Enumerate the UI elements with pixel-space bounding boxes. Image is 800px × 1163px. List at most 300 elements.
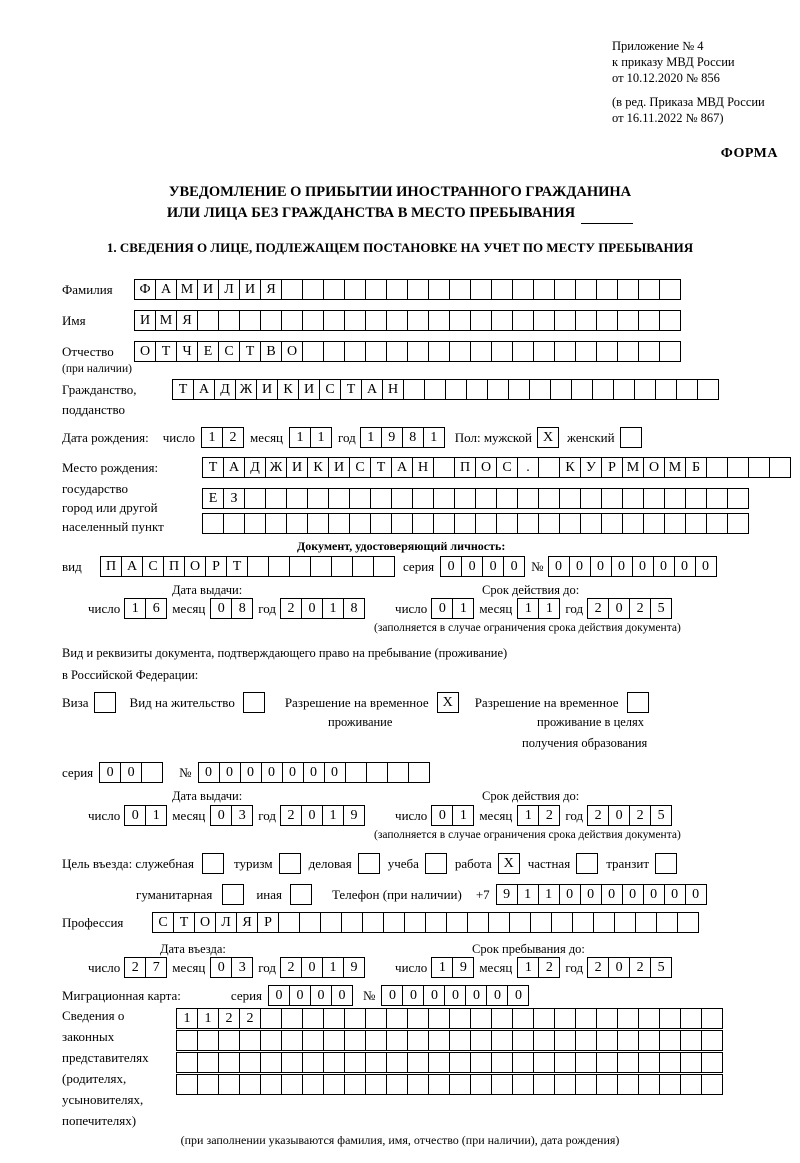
- char-cell[interactable]: [638, 341, 660, 362]
- char-cell[interactable]: [386, 1008, 408, 1029]
- char-cell[interactable]: [428, 1008, 450, 1029]
- char-cell[interactable]: [383, 912, 405, 933]
- purpose-business-checkbox[interactable]: [358, 853, 380, 874]
- char-cell[interactable]: 2: [629, 598, 651, 619]
- char-cell[interactable]: О: [475, 457, 497, 478]
- char-cell[interactable]: [344, 310, 366, 331]
- char-cell[interactable]: Ч: [176, 341, 198, 362]
- char-cell[interactable]: 0: [622, 884, 644, 905]
- char-cell[interactable]: [701, 1030, 723, 1051]
- char-cell[interactable]: [697, 379, 719, 400]
- char-cell[interactable]: [454, 488, 476, 509]
- char-cell[interactable]: 0: [664, 884, 686, 905]
- char-cell[interactable]: [680, 1074, 702, 1095]
- char-cell[interactable]: Т: [226, 556, 248, 577]
- char-cell[interactable]: М: [664, 457, 686, 478]
- issue-year-input[interactable]: [280, 598, 365, 619]
- char-cell[interactable]: [344, 1030, 366, 1051]
- char-cell[interactable]: 8: [402, 427, 424, 448]
- char-cell[interactable]: И: [256, 379, 278, 400]
- char-cell[interactable]: 2: [280, 805, 302, 826]
- char-cell[interactable]: [659, 1030, 681, 1051]
- char-cell[interactable]: [239, 310, 261, 331]
- char-cell[interactable]: 0: [431, 805, 453, 826]
- char-cell[interactable]: [533, 1074, 555, 1095]
- char-cell[interactable]: [307, 513, 329, 534]
- char-cell[interactable]: [260, 1074, 282, 1095]
- char-cell[interactable]: [706, 488, 728, 509]
- char-cell[interactable]: [407, 1008, 429, 1029]
- char-cell[interactable]: [575, 1074, 597, 1095]
- char-cell[interactable]: Р: [257, 912, 279, 933]
- char-cell[interactable]: [331, 556, 353, 577]
- char-cell[interactable]: [680, 1008, 702, 1029]
- char-cell[interactable]: 3: [231, 805, 253, 826]
- char-cell[interactable]: [365, 1030, 387, 1051]
- char-cell[interactable]: К: [307, 457, 329, 478]
- char-cell[interactable]: И: [298, 379, 320, 400]
- char-cell[interactable]: [596, 1052, 618, 1073]
- char-cell[interactable]: 5: [650, 957, 672, 978]
- char-cell[interactable]: [491, 1008, 513, 1029]
- char-cell[interactable]: [529, 379, 551, 400]
- char-cell[interactable]: [617, 310, 639, 331]
- char-cell[interactable]: [286, 513, 308, 534]
- char-cell[interactable]: [554, 310, 576, 331]
- char-cell[interactable]: [617, 1052, 639, 1073]
- char-cell[interactable]: [638, 1074, 660, 1095]
- char-cell[interactable]: [307, 488, 329, 509]
- char-cell[interactable]: З: [223, 488, 245, 509]
- char-cell[interactable]: [614, 912, 636, 933]
- char-cell[interactable]: [664, 513, 686, 534]
- char-cell[interactable]: [596, 1074, 618, 1095]
- stayuntil-day-input[interactable]: [431, 957, 474, 978]
- char-cell[interactable]: [491, 310, 513, 331]
- char-cell[interactable]: [391, 488, 413, 509]
- char-cell[interactable]: 0: [324, 762, 346, 783]
- char-cell[interactable]: [197, 1074, 219, 1095]
- char-cell[interactable]: [141, 762, 163, 783]
- char-cell[interactable]: [596, 279, 618, 300]
- char-cell[interactable]: 2: [280, 598, 302, 619]
- char-cell[interactable]: 1: [452, 598, 474, 619]
- char-cell[interactable]: А: [223, 457, 245, 478]
- char-cell[interactable]: [370, 488, 392, 509]
- char-cell[interactable]: [349, 488, 371, 509]
- profession-input[interactable]: [152, 912, 699, 933]
- char-cell[interactable]: [530, 912, 552, 933]
- char-cell[interactable]: [538, 513, 560, 534]
- char-cell[interactable]: [281, 1052, 303, 1073]
- char-cell[interactable]: Б: [685, 457, 707, 478]
- char-cell[interactable]: [685, 513, 707, 534]
- birthplace-city-input-1[interactable]: [202, 488, 749, 509]
- char-cell[interactable]: 1: [517, 957, 539, 978]
- char-cell[interactable]: [655, 379, 677, 400]
- char-cell[interactable]: [680, 1030, 702, 1051]
- char-cell[interactable]: М: [155, 310, 177, 331]
- char-cell[interactable]: [299, 912, 321, 933]
- char-cell[interactable]: [202, 513, 224, 534]
- char-cell[interactable]: [596, 341, 618, 362]
- char-cell[interactable]: 5: [650, 598, 672, 619]
- char-cell[interactable]: 0: [653, 556, 675, 577]
- char-cell[interactable]: 9: [381, 427, 403, 448]
- char-cell[interactable]: [365, 1008, 387, 1029]
- char-cell[interactable]: [349, 513, 371, 534]
- char-cell[interactable]: [218, 1074, 240, 1095]
- residence-permit-checkbox[interactable]: [243, 692, 265, 713]
- char-cell[interactable]: [365, 1052, 387, 1073]
- char-cell[interactable]: Л: [218, 279, 240, 300]
- char-cell[interactable]: [260, 1052, 282, 1073]
- char-cell[interactable]: [551, 912, 573, 933]
- char-cell[interactable]: В: [260, 341, 282, 362]
- char-cell[interactable]: [580, 488, 602, 509]
- char-cell[interactable]: [656, 912, 678, 933]
- char-cell[interactable]: И: [328, 457, 350, 478]
- char-cell[interactable]: 0: [590, 556, 612, 577]
- char-cell[interactable]: Т: [340, 379, 362, 400]
- char-cell[interactable]: И: [134, 310, 156, 331]
- char-cell[interactable]: [310, 556, 332, 577]
- char-cell[interactable]: [572, 912, 594, 933]
- char-cell[interactable]: [265, 488, 287, 509]
- char-cell[interactable]: 0: [124, 805, 146, 826]
- char-cell[interactable]: [517, 513, 539, 534]
- char-cell[interactable]: Л: [215, 912, 237, 933]
- stay-valid-month-input[interactable]: [517, 805, 560, 826]
- char-cell[interactable]: [386, 1074, 408, 1095]
- char-cell[interactable]: [727, 488, 749, 509]
- char-cell[interactable]: [676, 379, 698, 400]
- char-cell[interactable]: И: [239, 279, 261, 300]
- char-cell[interactable]: [345, 762, 367, 783]
- char-cell[interactable]: [265, 513, 287, 534]
- char-cell[interactable]: [302, 279, 324, 300]
- char-cell[interactable]: [260, 1030, 282, 1051]
- char-cell[interactable]: А: [121, 556, 143, 577]
- char-cell[interactable]: А: [155, 279, 177, 300]
- char-cell[interactable]: [634, 379, 656, 400]
- char-cell[interactable]: [635, 912, 657, 933]
- char-cell[interactable]: 1: [289, 427, 311, 448]
- char-cell[interactable]: [533, 341, 555, 362]
- phone-input[interactable]: [496, 884, 707, 905]
- char-cell[interactable]: [176, 1074, 198, 1095]
- char-cell[interactable]: [496, 513, 518, 534]
- purpose-transit-checkbox[interactable]: [655, 853, 677, 874]
- char-cell[interactable]: [391, 513, 413, 534]
- char-cell[interactable]: [445, 379, 467, 400]
- char-cell[interactable]: П: [454, 457, 476, 478]
- char-cell[interactable]: [449, 310, 471, 331]
- char-cell[interactable]: [286, 488, 308, 509]
- char-cell[interactable]: [323, 1030, 345, 1051]
- legal-rep-input-1[interactable]: [176, 1008, 723, 1029]
- char-cell[interactable]: Н: [412, 457, 434, 478]
- char-cell[interactable]: [533, 1030, 555, 1051]
- char-cell[interactable]: [366, 762, 388, 783]
- char-cell[interactable]: [260, 1008, 282, 1029]
- char-cell[interactable]: 1: [360, 427, 382, 448]
- char-cell[interactable]: 2: [538, 805, 560, 826]
- char-cell[interactable]: [302, 1074, 324, 1095]
- birthplace-city-input-2[interactable]: [202, 513, 749, 534]
- char-cell[interactable]: [487, 379, 509, 400]
- char-cell[interactable]: [554, 1052, 576, 1073]
- char-cell[interactable]: [197, 1052, 219, 1073]
- char-cell[interactable]: [470, 1008, 492, 1029]
- char-cell[interactable]: Ж: [265, 457, 287, 478]
- birth-month-input[interactable]: [289, 427, 332, 448]
- char-cell[interactable]: [344, 1074, 366, 1095]
- valid-year-input[interactable]: [587, 598, 672, 619]
- char-cell[interactable]: С: [319, 379, 341, 400]
- char-cell[interactable]: Т: [239, 341, 261, 362]
- char-cell[interactable]: [617, 1030, 639, 1051]
- char-cell[interactable]: О: [184, 556, 206, 577]
- char-cell[interactable]: 0: [465, 985, 487, 1006]
- char-cell[interactable]: Ж: [235, 379, 257, 400]
- char-cell[interactable]: [218, 1030, 240, 1051]
- char-cell[interactable]: [467, 912, 489, 933]
- char-cell[interactable]: 1: [431, 957, 453, 978]
- char-cell[interactable]: 1: [517, 598, 539, 619]
- char-cell[interactable]: [323, 310, 345, 331]
- char-cell[interactable]: 0: [486, 985, 508, 1006]
- char-cell[interactable]: [454, 513, 476, 534]
- char-cell[interactable]: 0: [381, 985, 403, 1006]
- char-cell[interactable]: [247, 556, 269, 577]
- char-cell[interactable]: Т: [173, 912, 195, 933]
- char-cell[interactable]: 0: [331, 985, 353, 1006]
- char-cell[interactable]: [370, 513, 392, 534]
- char-cell[interactable]: [412, 488, 434, 509]
- birth-year-input[interactable]: [360, 427, 445, 448]
- char-cell[interactable]: [404, 912, 426, 933]
- purpose-tourism-checkbox[interactable]: [279, 853, 301, 874]
- char-cell[interactable]: 1: [517, 805, 539, 826]
- char-cell[interactable]: [387, 762, 409, 783]
- legal-rep-input-4[interactable]: [176, 1074, 723, 1095]
- stay-issue-day-input[interactable]: [124, 805, 167, 826]
- char-cell[interactable]: [268, 556, 290, 577]
- char-cell[interactable]: 1: [124, 598, 146, 619]
- char-cell[interactable]: 0: [695, 556, 717, 577]
- char-cell[interactable]: 2: [587, 805, 609, 826]
- char-cell[interactable]: Д: [214, 379, 236, 400]
- char-cell[interactable]: [412, 513, 434, 534]
- char-cell[interactable]: [638, 279, 660, 300]
- char-cell[interactable]: А: [391, 457, 413, 478]
- char-cell[interactable]: [575, 1030, 597, 1051]
- char-cell[interactable]: [664, 488, 686, 509]
- char-cell[interactable]: О: [643, 457, 665, 478]
- stay-valid-year-input[interactable]: [587, 805, 672, 826]
- char-cell[interactable]: [538, 488, 560, 509]
- char-cell[interactable]: 0: [240, 762, 262, 783]
- stay-issue-month-input[interactable]: [210, 805, 253, 826]
- char-cell[interactable]: [559, 513, 581, 534]
- char-cell[interactable]: [470, 310, 492, 331]
- char-cell[interactable]: [428, 310, 450, 331]
- char-cell[interactable]: С: [349, 457, 371, 478]
- char-cell[interactable]: [244, 513, 266, 534]
- char-cell[interactable]: [239, 1052, 261, 1073]
- char-cell[interactable]: [659, 341, 681, 362]
- char-cell[interactable]: [302, 310, 324, 331]
- char-cell[interactable]: [365, 341, 387, 362]
- char-cell[interactable]: [218, 310, 240, 331]
- char-cell[interactable]: 1: [145, 805, 167, 826]
- char-cell[interactable]: Я: [260, 279, 282, 300]
- char-cell[interactable]: [428, 279, 450, 300]
- char-cell[interactable]: А: [193, 379, 215, 400]
- char-cell[interactable]: [281, 279, 303, 300]
- char-cell[interactable]: [449, 1074, 471, 1095]
- char-cell[interactable]: [575, 310, 597, 331]
- char-cell[interactable]: [449, 1030, 471, 1051]
- char-cell[interactable]: 1: [310, 427, 332, 448]
- char-cell[interactable]: Д: [244, 457, 266, 478]
- char-cell[interactable]: [223, 513, 245, 534]
- purpose-other-checkbox[interactable]: [290, 884, 312, 905]
- char-cell[interactable]: 0: [261, 762, 283, 783]
- doc-series-input[interactable]: [440, 556, 525, 577]
- legal-rep-input-2[interactable]: [176, 1030, 723, 1051]
- char-cell[interactable]: [197, 310, 219, 331]
- char-cell[interactable]: [488, 912, 510, 933]
- char-cell[interactable]: [617, 341, 639, 362]
- char-cell[interactable]: [538, 457, 560, 478]
- char-cell[interactable]: 0: [461, 556, 483, 577]
- char-cell[interactable]: [601, 513, 623, 534]
- char-cell[interactable]: 0: [608, 957, 630, 978]
- char-cell[interactable]: [550, 379, 572, 400]
- char-cell[interactable]: [659, 1052, 681, 1073]
- char-cell[interactable]: [475, 513, 497, 534]
- char-cell[interactable]: [613, 379, 635, 400]
- char-cell[interactable]: К: [559, 457, 581, 478]
- purpose-private-checkbox[interactable]: [576, 853, 598, 874]
- char-cell[interactable]: .: [517, 457, 539, 478]
- char-cell[interactable]: 0: [601, 884, 623, 905]
- char-cell[interactable]: [685, 488, 707, 509]
- char-cell[interactable]: [554, 341, 576, 362]
- char-cell[interactable]: 2: [218, 1008, 240, 1029]
- char-cell[interactable]: 0: [423, 985, 445, 1006]
- char-cell[interactable]: Т: [202, 457, 224, 478]
- char-cell[interactable]: 0: [301, 598, 323, 619]
- char-cell[interactable]: С: [142, 556, 164, 577]
- mig-series-input[interactable]: [268, 985, 353, 1006]
- char-cell[interactable]: Ф: [134, 279, 156, 300]
- char-cell[interactable]: [449, 279, 471, 300]
- char-cell[interactable]: [302, 1052, 324, 1073]
- char-cell[interactable]: [508, 379, 530, 400]
- char-cell[interactable]: А: [361, 379, 383, 400]
- char-cell[interactable]: О: [134, 341, 156, 362]
- char-cell[interactable]: [512, 1052, 534, 1073]
- char-cell[interactable]: 0: [282, 762, 304, 783]
- char-cell[interactable]: [601, 488, 623, 509]
- char-cell[interactable]: [727, 457, 749, 478]
- char-cell[interactable]: [470, 1030, 492, 1051]
- char-cell[interactable]: С: [218, 341, 240, 362]
- char-cell[interactable]: 0: [120, 762, 142, 783]
- char-cell[interactable]: [344, 341, 366, 362]
- char-cell[interactable]: 0: [548, 556, 570, 577]
- char-cell[interactable]: [701, 1074, 723, 1095]
- purpose-study-checkbox[interactable]: [425, 853, 447, 874]
- valid-month-input[interactable]: [517, 598, 560, 619]
- char-cell[interactable]: [554, 279, 576, 300]
- char-cell[interactable]: [659, 1008, 681, 1029]
- entry-year-input[interactable]: [280, 957, 365, 978]
- char-cell[interactable]: [592, 379, 614, 400]
- char-cell[interactable]: [575, 279, 597, 300]
- char-cell[interactable]: 2: [222, 427, 244, 448]
- char-cell[interactable]: [706, 457, 728, 478]
- birthplace-state-input[interactable]: [202, 457, 791, 478]
- char-cell[interactable]: 0: [685, 884, 707, 905]
- mig-number-input[interactable]: [381, 985, 529, 1006]
- char-cell[interactable]: [701, 1052, 723, 1073]
- char-cell[interactable]: [659, 279, 681, 300]
- char-cell[interactable]: [470, 279, 492, 300]
- char-cell[interactable]: Т: [172, 379, 194, 400]
- char-cell[interactable]: [320, 912, 342, 933]
- char-cell[interactable]: [491, 341, 513, 362]
- char-cell[interactable]: Р: [601, 457, 623, 478]
- stay-issue-year-input[interactable]: [280, 805, 365, 826]
- char-cell[interactable]: [244, 488, 266, 509]
- char-cell[interactable]: [470, 341, 492, 362]
- char-cell[interactable]: [677, 912, 699, 933]
- char-cell[interactable]: [373, 556, 395, 577]
- char-cell[interactable]: [407, 1030, 429, 1051]
- char-cell[interactable]: [407, 310, 429, 331]
- char-cell[interactable]: 0: [99, 762, 121, 783]
- char-cell[interactable]: 0: [210, 805, 232, 826]
- citizenship-input[interactable]: [172, 379, 719, 400]
- char-cell[interactable]: [638, 1052, 660, 1073]
- char-cell[interactable]: 0: [303, 762, 325, 783]
- char-cell[interactable]: 0: [611, 556, 633, 577]
- char-cell[interactable]: 3: [231, 957, 253, 978]
- char-cell[interactable]: 0: [210, 957, 232, 978]
- char-cell[interactable]: 1: [176, 1008, 198, 1029]
- birth-day-input[interactable]: [201, 427, 244, 448]
- char-cell[interactable]: 5: [650, 805, 672, 826]
- char-cell[interactable]: [239, 1030, 261, 1051]
- stay-number-input[interactable]: [198, 762, 430, 783]
- char-cell[interactable]: [580, 513, 602, 534]
- char-cell[interactable]: [341, 912, 363, 933]
- char-cell[interactable]: [433, 488, 455, 509]
- char-cell[interactable]: [386, 341, 408, 362]
- char-cell[interactable]: [302, 1030, 324, 1051]
- char-cell[interactable]: [512, 1008, 534, 1029]
- char-cell[interactable]: 0: [643, 884, 665, 905]
- char-cell[interactable]: 0: [507, 985, 529, 1006]
- char-cell[interactable]: [554, 1074, 576, 1095]
- char-cell[interactable]: М: [622, 457, 644, 478]
- char-cell[interactable]: [680, 1052, 702, 1073]
- char-cell[interactable]: [638, 1030, 660, 1051]
